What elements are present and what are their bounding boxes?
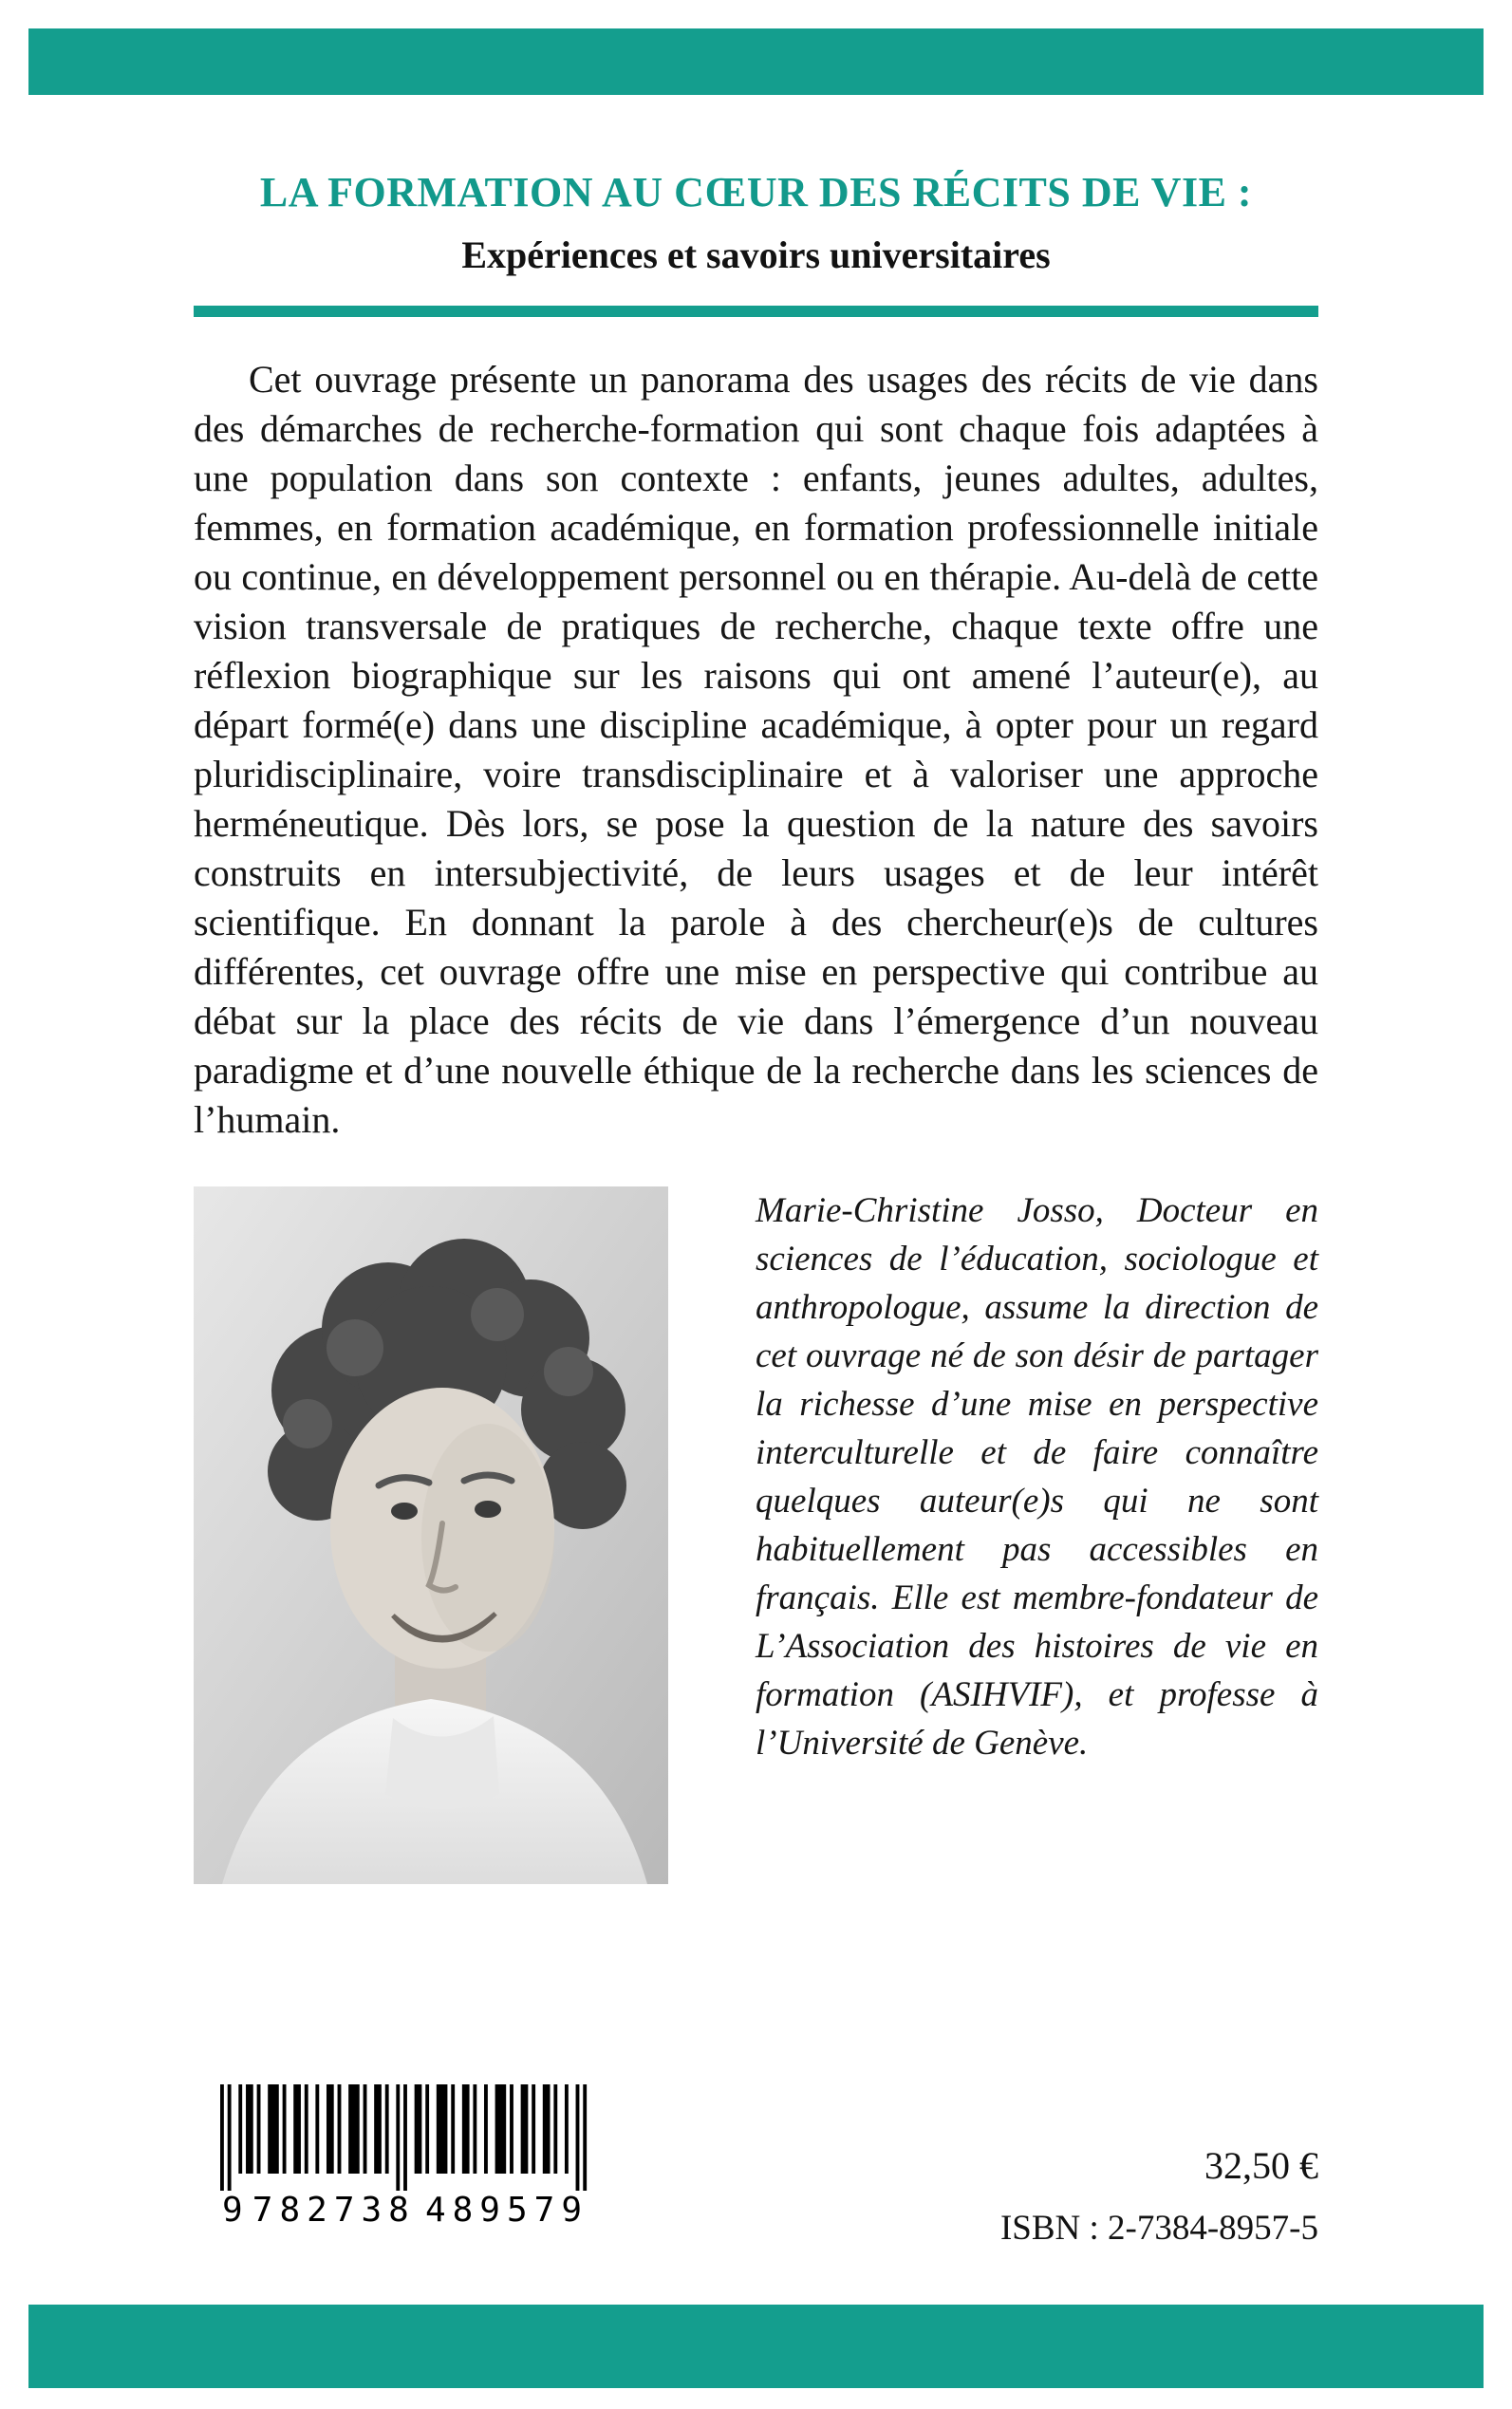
- isbn: ISBN : 2-7384-8957-5: [999, 2209, 1318, 2248]
- barcode-group-1: 782738: [252, 2191, 416, 2230]
- author-bio: Marie-Christine Josso, Docteur en sciences de l’éducation, sociologue et anthropologue, assume la direction de cet ouvrage né de son désir de partager la richesse d’une mise en perspective interculturelle et de faire connaître quelques auteur(e)s qui ne sont habituellement pas accessibles en français. Elle est membre-fondateur de L’Association des histoires de vie en formation (ASIHVIF), et professe à l’Université de Genève.: [756, 1190, 1318, 1763]
- author-portrait-illustration: [194, 1186, 668, 1884]
- author-section: [194, 1186, 1318, 1884]
- book-title: LA FORMATION AU CŒUR DES RÉCITS DE VIE :: [259, 169, 1253, 215]
- barcode-lead-digit: 9: [222, 2191, 243, 2230]
- title-rule: [194, 306, 1318, 317]
- cover-content: [194, 95, 1318, 1884]
- top-band: [28, 28, 1484, 95]
- price: 32,50 €: [1204, 2144, 1318, 2187]
- book-subtitle: Expériences et savoirs universitaires: [461, 233, 1051, 276]
- barcode-group-2: 489579: [424, 2191, 588, 2230]
- author-photo: [194, 1186, 668, 1884]
- blurb-paragraph: Cet ouvrage présente un panorama des usages des récits de vie dans des démarches de recherche-formation qui sont chaque fois adaptées à une population dans son contexte : enfants, jeunes adultes, adultes, femmes, en formation académique, en formation professionnelle initiale ou continue, en développement personnel ou en thérapie. Au-delà de cette vision transversale de pratiques de recherche, chaque texte offre une réflexion biographique sur les raisons qui ont amené l’auteur(e), au départ formé(e) dans une discipline académique, à opter pour un regard pluridisciplinaire, voire transdisciplinaire et à valoriser une approche herméneutique. Dès lors, se pose la question de la nature des savoirs construits en intersubjectivité, de leurs usages et de leur intérêt scientifique. En donnant la parole à des chercheur(e)s de cultures différentes, cet ouvrage offre une mise en perspective qui contribue au débat sur la place des récits de vie dans l’émergence d’un nouveau paradigme et d’une nouvelle éthique de la recherche dans les sciences de l’humain.: [194, 357, 1318, 1141]
- bottom-band: [28, 2305, 1484, 2388]
